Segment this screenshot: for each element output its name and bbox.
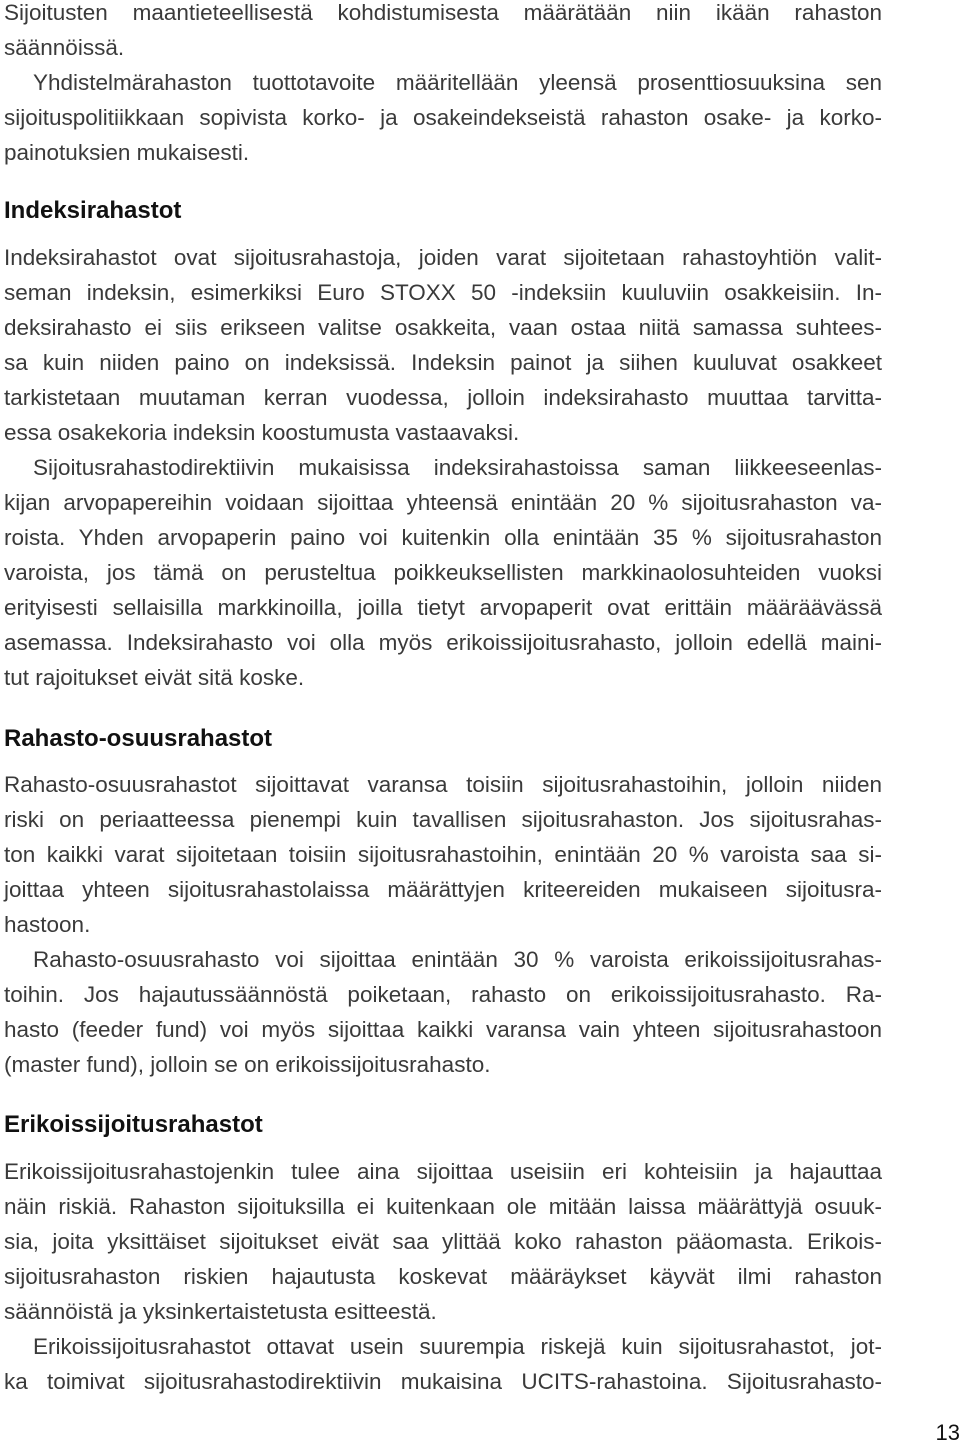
text-line: tarkistetaan muutaman kerran vuodessa, jolloin indeksirahasto muuttaa tarvitta- [4, 385, 882, 410]
text-line: essa osakekoria indeksin koostumusta vastaavaksi. [4, 420, 520, 445]
text-line: seman indeksin, esimerkiksi Euro STOXX 50 -indeksiin kuuluviin osakkeisiin. In- [4, 280, 882, 305]
text-line: kijan arvopapereihin voidaan sijoittaa yhteensä enintään 20 % sijoitusrahaston va- [4, 490, 882, 515]
text-line: näin riskiä. Rahaston sijoituksilla ei kuitenkaan ole mitään laissa määrättyjä osuuk- [4, 1194, 882, 1219]
text-line: deksirahasto ei siis erikseen valitse osakkeita, vaan ostaa niitä samassa suhtees- [4, 315, 882, 340]
text-line: joittaa yhteen sijoitusrahastolaissa määrättyjen kriteereiden mukaiseen sijoitusra- [4, 877, 882, 902]
section-heading: Erikoissijoitusrahastot [4, 1111, 263, 1138]
text-line: sa kuin niiden paino on indeksissä. Indeksin painot ja siihen kuuluvat osakkeet [4, 350, 882, 375]
text-line: Erikoissijoitusrahastot ottavat usein suurempia riskejä kuin sijoitusrahastot, jot- [33, 1334, 882, 1359]
text-line: varoista, jos tämä on perusteltua poikkeuksellisten markkinaolosuhteiden vuoksi [4, 560, 882, 585]
text-line: (master fund), jolloin se on erikoissijoitusrahasto. [4, 1052, 491, 1077]
section-heading: Indeksirahastot [4, 197, 182, 224]
text-line: Rahasto-osuusrahasto voi sijoittaa enintään 30 % varoista erikoissijoitusrahas- [33, 947, 882, 972]
section-heading: Rahasto-osuusrahastot [4, 725, 273, 752]
text-line: sijoitusrahaston riskien hajautusta koskevat määräykset käyvät ilmi rahaston [4, 1264, 882, 1289]
text-line: ton kaikki varat sijoitetaan toisiin sijoitusrahastoihin, enintään 20 % varoista saa si- [4, 842, 882, 867]
text-line: ka toimivat sijoitusrahastodirektiivin mukaisina UCITS-rahastoina. Sijoitusrahasto- [4, 1369, 882, 1394]
text-line: sia, joita yksittäiset sijoitukset eivät saa ylittää koko rahaston pääomasta. Erikois- [4, 1229, 882, 1254]
text-line: Sijoitusten maantieteellisestä kohdistumisesta määrätään niin ikään rahaston [4, 0, 882, 25]
text-line: säännöissä. [4, 35, 125, 60]
page-number: 13 [935, 1420, 960, 1445]
text-line: sijoituspolitiikkaan sopivista korko- ja osakeindekseistä rahaston osake- ja korko- [4, 105, 882, 130]
text-line: hastoon. [4, 912, 91, 937]
text-line: asemassa. Indeksirahasto voi olla myös erikoissijoitusrahasto, jolloin edellä maini- [4, 630, 882, 655]
text-line: Rahasto-osuusrahastot sijoittavat varansa toisiin sijoitusrahastoihin, jolloin niiden [4, 772, 882, 797]
text-line: roista. Yhden arvopaperin paino voi kuitenkin olla enintään 35 % sijoitusrahaston [4, 525, 882, 550]
text-line: tut rajoitukset eivät sitä koske. [4, 665, 305, 690]
text-line: toihin. Jos hajautussäännöstä poiketaan, rahasto on erikoissijoitusrahasto. Ra- [4, 982, 882, 1007]
text-line: erityisesti sellaisilla markkinoilla, joilla tietyt arvopaperit ovat erittäin määräävässä [4, 595, 882, 620]
text-line: painotuksien mukaisesti. [4, 140, 250, 165]
text-line: Yhdistelmärahaston tuottotavoite määritellään yleensä prosenttiosuuksina sen [33, 70, 882, 95]
text-line: Erikoissijoitusrahastojenkin tulee aina sijoittaa useisiin eri kohteisiin ja hajauttaa [4, 1159, 882, 1184]
text-line: Indeksirahastot ovat sijoitusrahastoja, joiden varat sijoitetaan rahastoyhtiön valit- [4, 245, 882, 270]
text-line: riski on periaatteessa pienempi kuin tavallisen sijoitusrahaston. Jos sijoitusrahas- [4, 807, 882, 832]
text-line: Sijoitusrahastodirektiivin mukaisissa indeksirahastoissa saman liikkeeseenlas- [33, 455, 882, 480]
text-line: hasto (feeder fund) voi myös sijoittaa kaikki varansa vain yhteen sijoitusrahastoon [4, 1017, 882, 1042]
text-line: säännöistä ja yksinkertaistetusta esitteestä. [4, 1299, 437, 1324]
